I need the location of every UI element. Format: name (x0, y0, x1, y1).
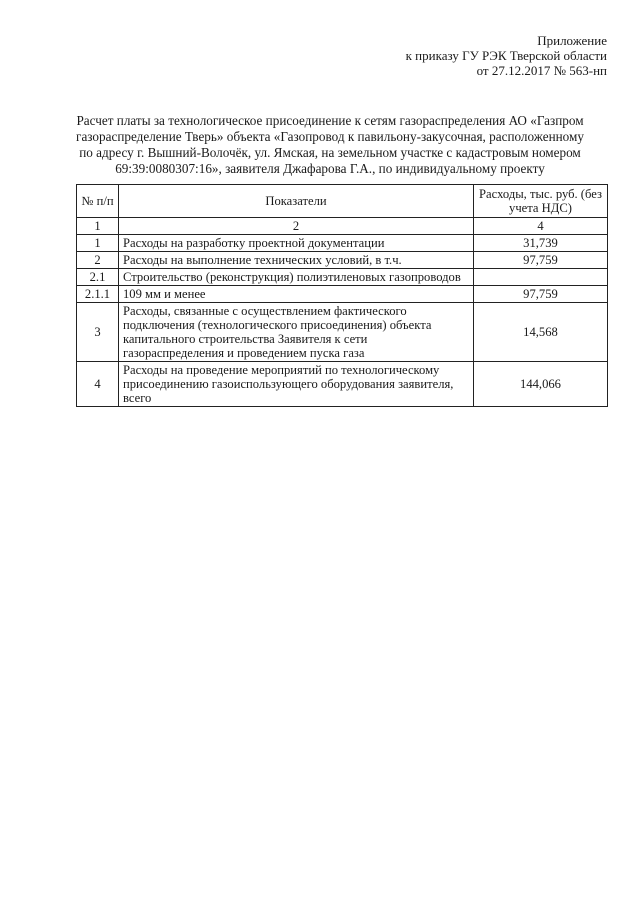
colnum-2: 2 (119, 218, 474, 235)
row-num: 4 (77, 362, 119, 407)
row-indicator: Строительство (реконструкция) полиэтиленовых газопроводов (119, 269, 474, 286)
row-cost (474, 269, 608, 286)
table-row (77, 252, 608, 269)
row-cost: 97,759 (474, 286, 608, 303)
table-row (77, 303, 608, 362)
row-cost: 31,739 (474, 235, 608, 252)
row-num: 2 (77, 252, 119, 269)
row-num: 2.1.1 (77, 286, 119, 303)
row-indicator: Расходы на проведение мероприятий по технологическому присоединению газоиспользующего оборудования заявителя, всего (119, 362, 474, 407)
cost-table (76, 184, 608, 407)
row-cost: 144,066 (474, 362, 608, 407)
table-header-row (77, 185, 608, 218)
appendix-order: к приказу ГУ РЭК Тверской области (405, 48, 607, 63)
row-indicator: Расходы, связанные с осуществлением фактического подключения (технологического присоединения) объекта капитального строительства Заявителя к сети газораспределения и проведением пуска газа (119, 303, 474, 362)
row-num: 2.1 (77, 269, 119, 286)
colnum-1: 1 (77, 218, 119, 235)
table-row (77, 286, 608, 303)
row-num: 1 (77, 235, 119, 252)
header-num: № п/п (77, 185, 119, 218)
table-row (77, 362, 608, 407)
row-indicator: Расходы на разработку проектной документации (119, 235, 474, 252)
table-row (77, 269, 608, 286)
colnum-3: 4 (474, 218, 608, 235)
appendix-block (406, 33, 607, 78)
header-cost: Расходы, тыс. руб. (без учета НДС) (474, 185, 608, 218)
column-number-row (77, 218, 608, 235)
row-cost: 97,759 (474, 252, 608, 269)
table-row (77, 235, 608, 252)
appendix-date: от 27.12.2017 № 563-нп (476, 63, 607, 78)
appendix-title: Приложение (537, 33, 607, 48)
row-cost: 14,568 (474, 303, 608, 362)
row-indicator: Расходы на выполнение технических условий, в т.ч. (119, 252, 474, 269)
row-num: 3 (77, 303, 119, 362)
row-indicator: 109 мм и менее (119, 286, 474, 303)
document-title: Расчет платы за технологическое присоединение к сетям газораспределения АО «Газпром газораспределение Тверь» объекта «Газопровод к павильону-закусочная, расположенному по адресу г. Вышний-Волочёк, ул. Ямская, на земельном участке с кадастровым номером 69:39:0080307:16», заявителя Джафарова Г.А., по индивидуальному проекту (76, 113, 584, 176)
header-indicator: Показатели (119, 185, 474, 218)
